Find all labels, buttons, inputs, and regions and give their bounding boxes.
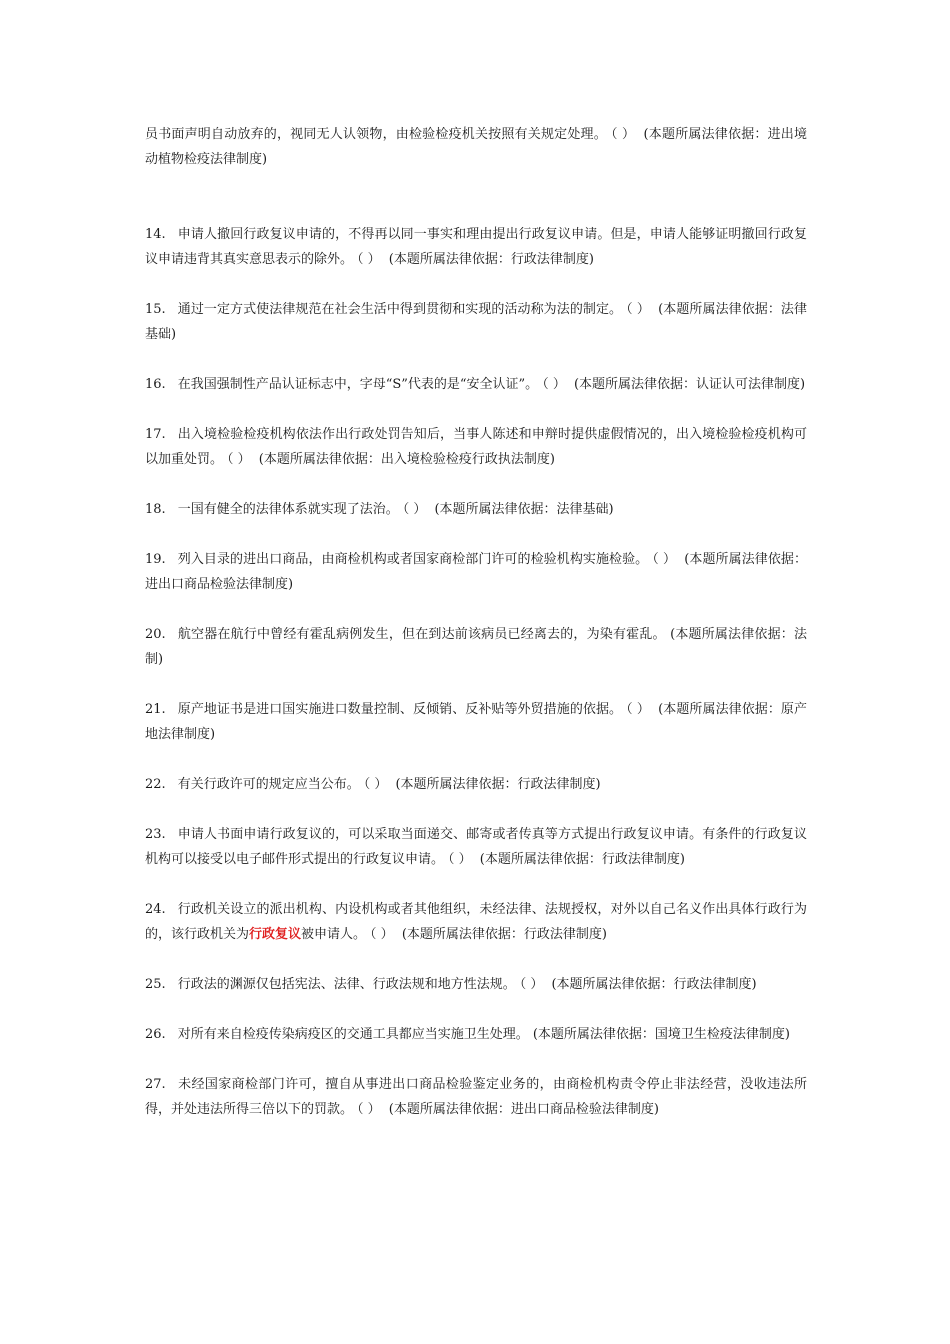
question-item-21 [145,697,807,747]
legal-basis: (本题所属法律依据：法律基础) [434,502,614,517]
answer-blank: （ ） [357,1102,381,1117]
answer-blank: （ ） [626,702,650,717]
legal-basis: (本题所属法律依据：行政法律制度) [551,977,757,992]
answer-blank: （ ） [370,927,394,942]
document-page [145,122,807,1147]
question-item-18 [145,497,807,522]
question-item-16 [145,372,807,397]
legal-basis: (本题所属法律依据：法制) [145,627,807,667]
question-number: 21. [145,702,166,717]
legal-basis: (本题所属法律依据：进出口商品检验法律制度) [388,1102,659,1117]
question-number: 17. [145,427,166,442]
question-text: 申请人撤回行政复议申请的，不得再以同一事实和理由提出行政复议申请。但是，申请人能够证明撤回行政复议申请违背其真实意思表示的除外。 [145,227,807,267]
question-item-24 [145,897,807,947]
question-item-25 [145,972,807,997]
question-text: 员书面声明自动放弃的，视同无人认领物，由检验检疫机关按照有关规定处理。 [145,127,607,142]
question-text: 行政法的渊源仅包括宪法、法律、行政法规和地方性法规。 [177,977,516,992]
answer-blank: （ ） [448,852,472,867]
legal-basis: (本题所属法律依据：国境卫生检疫法律制度) [532,1027,790,1042]
question-item-22 [145,772,807,797]
question-text: 航空器在航行中曾经有霍乱病例发生，但在到达前该病员已经离去的，为染有霍乱。 [177,627,666,642]
legal-basis: (本题所属法律依据：法律基础) [145,302,807,342]
question-text: 在我国强制性产品认证标志中，字母“S”代表的是“安全认证”。 [177,377,539,392]
question-text: 有关行政许可的规定应当公布。 [177,777,360,792]
question-text-after: 被申请人。 [301,927,367,942]
question-item-27 [145,1072,807,1122]
question-number: 15. [145,302,166,317]
answer-blank: （ ） [357,252,381,267]
question-number: 22. [145,777,166,792]
question-text: 行政机关设立的派出机构、内设机构或者其他组织，未经法律、法规授权，对外以自己名义作出具体行政行为的，该行政机关为 [145,902,807,942]
question-item-17 [145,422,807,472]
answer-blank: （ ） [542,377,566,392]
question-item-15 [145,297,807,347]
question-number: 26. [145,1027,166,1042]
question-text: 一国有健全的法律体系就实现了法治。 [177,502,399,517]
legal-basis: (本题所属法律依据：行政法律制度) [388,252,594,267]
answer-blank: （ ） [402,502,427,517]
question-number: 24. [145,902,166,917]
question-text: 未经国家商检部门许可，擅自从事进出口商品检验鉴定业务的，由商检机构责令停止非法经营，没收违法所得，并处违法所得三倍以下的罚款。 [145,1077,807,1117]
answer-blank: （ ） [227,452,251,467]
legal-basis: (本题所属法律依据：原产地法律制度) [145,702,807,742]
answer-blank: （ ） [363,777,388,792]
question-item-19 [145,547,807,597]
answer-blank: （ ） [652,552,677,567]
question-item-13-continued [145,122,807,172]
question-text: 对所有来自检疫传染病疫区的交通工具都应当实施卫生处理。 [177,1027,529,1042]
legal-basis: (本题所属法律依据：行政法律制度) [479,852,685,867]
question-text: 通过一定方式使法律规范在社会生活中得到贯彻和实现的活动称为法的制定。 [177,302,623,317]
question-item-23 [145,822,807,872]
question-number: 19. [145,552,166,567]
question-item-26 [145,1022,807,1047]
question-number: 23. [145,827,166,842]
question-number: 16. [145,377,166,392]
answer-blank: （ ） [519,977,544,992]
legal-basis: (本题所属法律依据：进出境动植物检疫法律制度) [145,127,807,167]
legal-basis: (本题所属法律依据：认证认可法律制度) [573,377,806,392]
question-number: 14. [145,227,166,242]
legal-basis: (本题所属法律依据：出入境检验检疫行政执法制度) [258,452,555,467]
question-number: 27. [145,1077,166,1092]
question-text: 原产地证书是进口国实施进口数量控制、反倾销、反补贴等外贸措施的依据。 [177,702,623,717]
question-text: 出入境检验检疫机构依法作出行政处罚告知后，当事人陈述和申辩时提供虚假情况的，出入境检验检疫机构可以加重处罚。 [145,427,807,467]
question-item-14 [145,222,807,272]
legal-basis: (本题所属法律依据：进出口商品检验法律制度) [145,552,807,592]
answer-blank: （ ） [610,127,636,142]
answer-blank: （ ） [626,302,650,317]
question-number: 20. [145,627,166,642]
question-number: 25. [145,977,166,992]
question-item-20 [145,622,807,672]
highlighted-term: 行政复议 [249,927,302,942]
legal-basis: (本题所属法律依据：行政法律制度) [401,927,607,942]
question-text: 列入目录的进出口商品，由商检机构或者国家商检部门许可的检验机构实施检验。 [177,552,649,567]
question-number: 18. [145,502,166,517]
legal-basis: (本题所属法律依据：行政法律制度) [395,777,601,792]
question-text: 申请人书面申请行政复议的，可以采取当面递交、邮寄或者传真等方式提出行政复议申请。有条件的行政复议机构可以接受以电子邮件形式提出的行政复议申请。 [145,827,807,867]
